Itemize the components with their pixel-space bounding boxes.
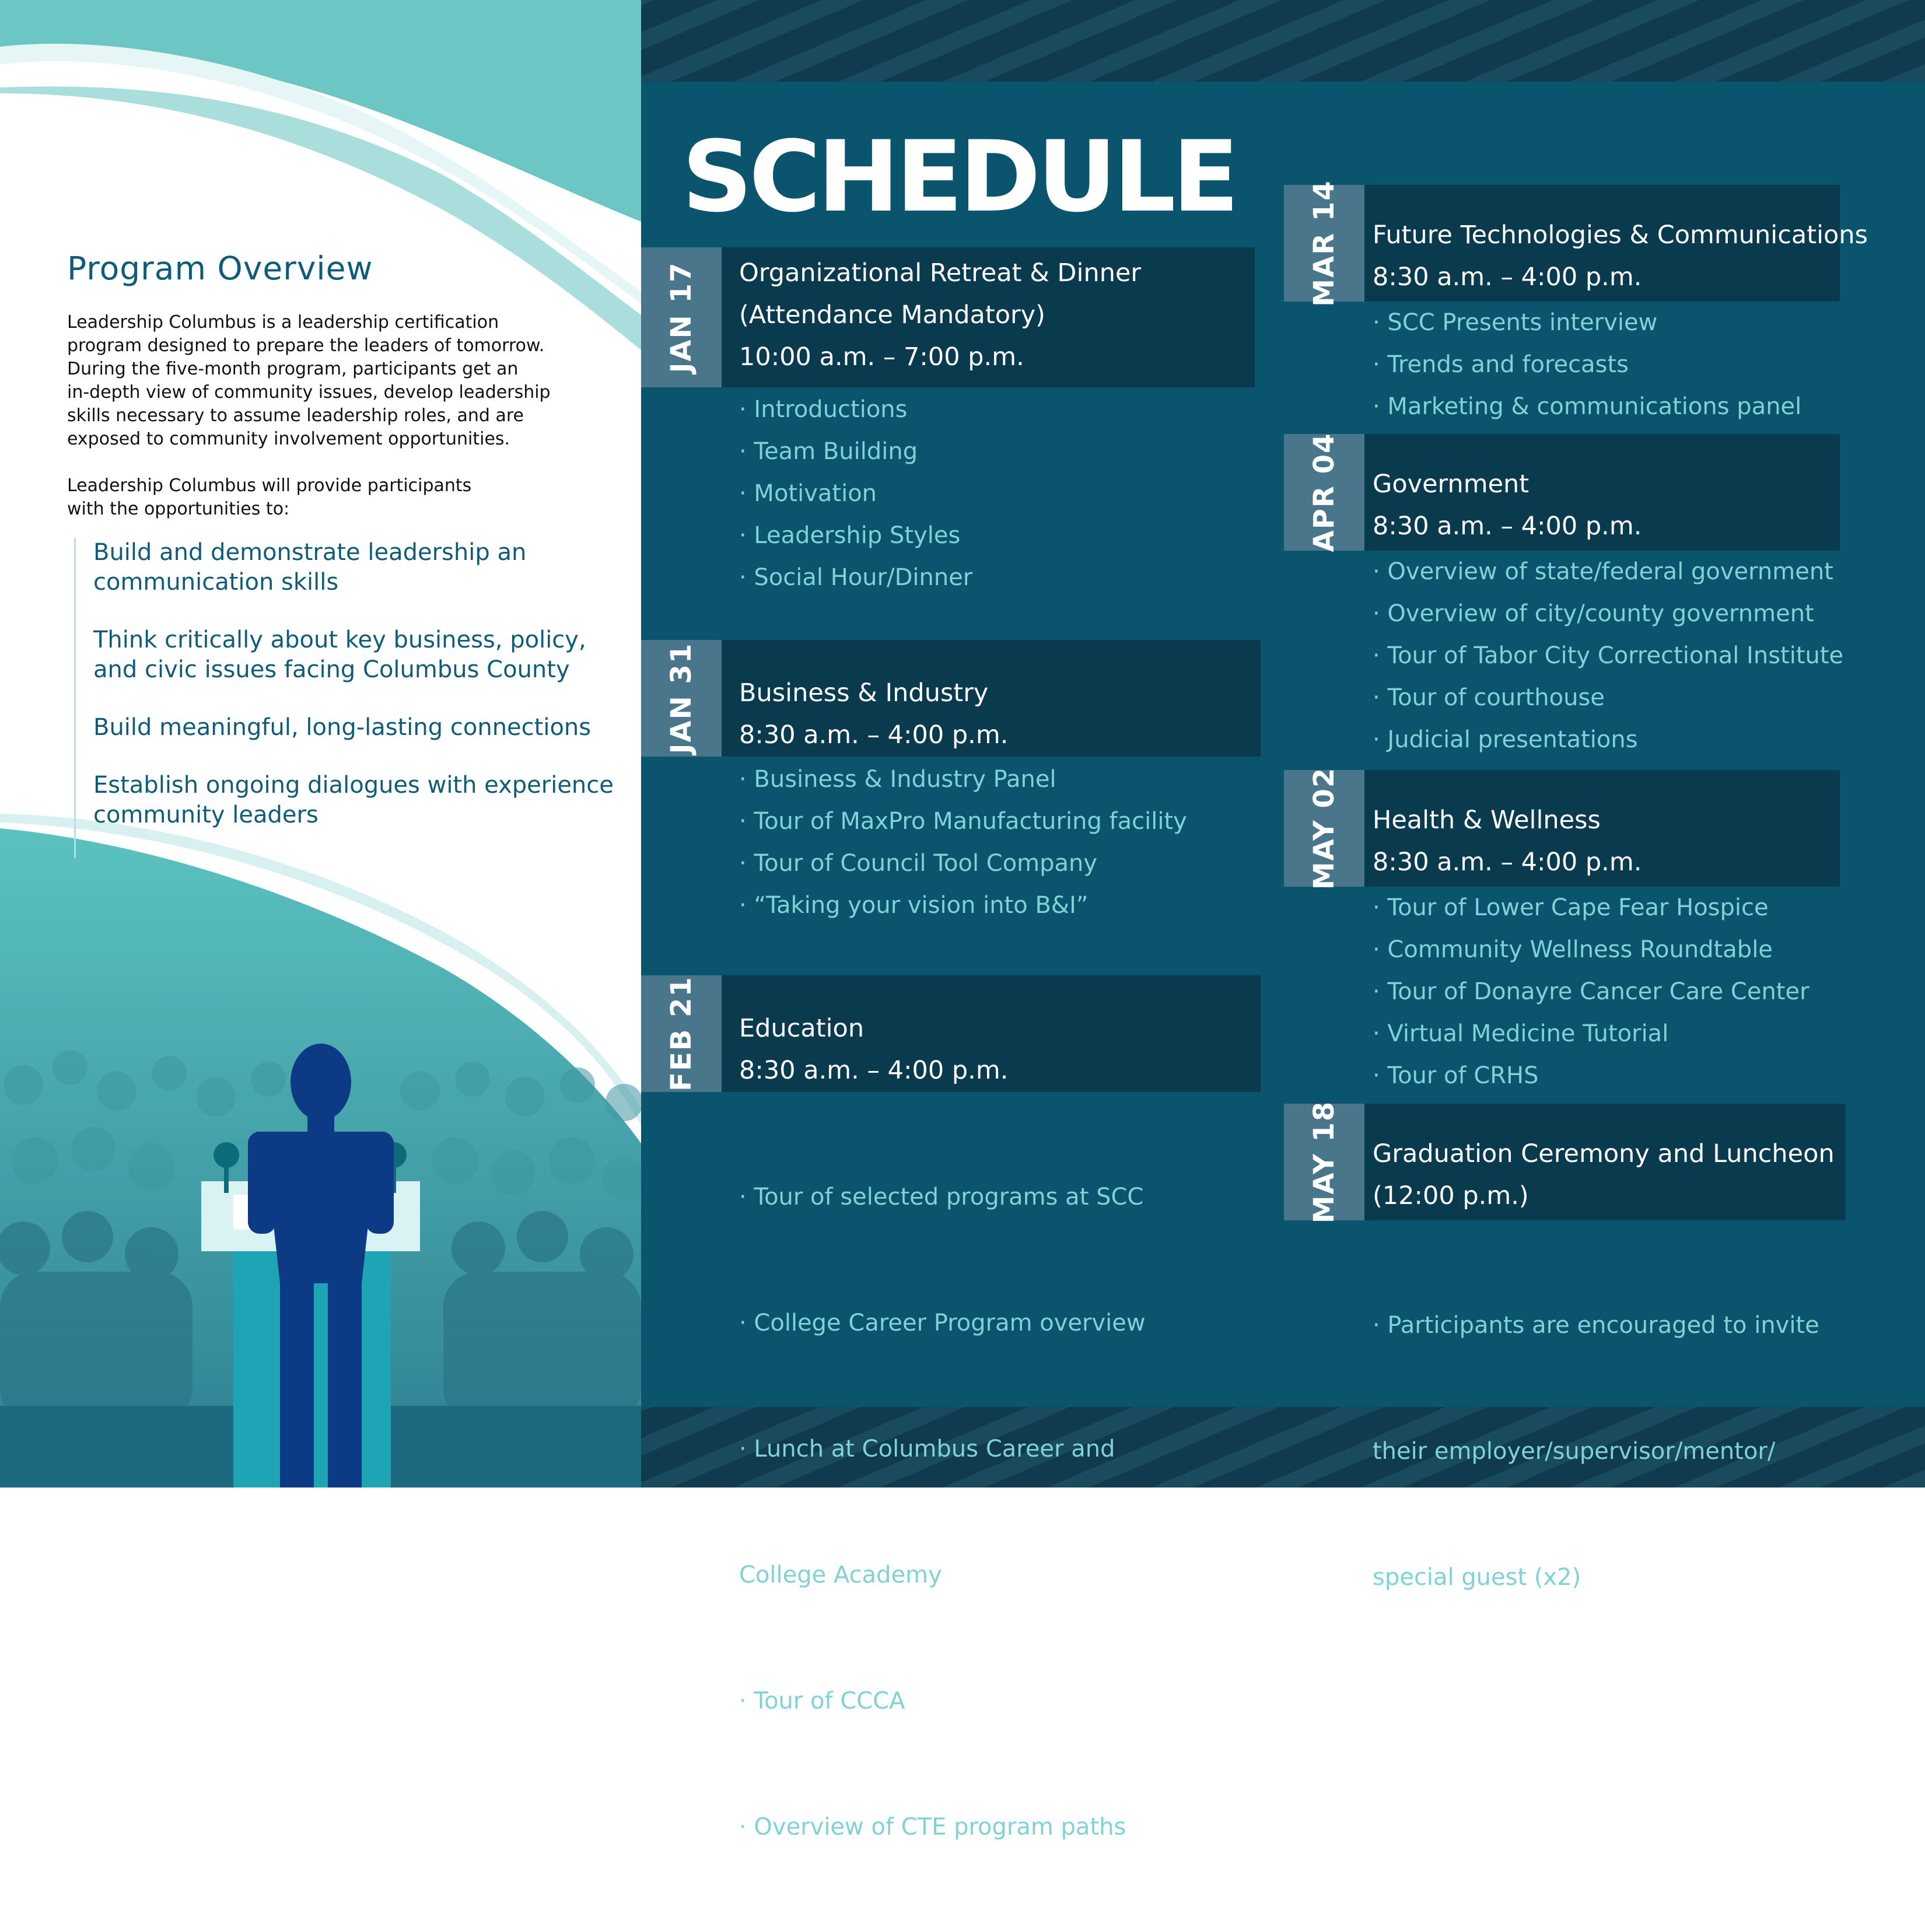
event-date-tab bbox=[1284, 1100, 1364, 1224]
event-date-tab bbox=[641, 640, 722, 757]
event-bullet: · Leadership Styles bbox=[739, 522, 961, 549]
event-bullets bbox=[1373, 551, 1843, 761]
event-date: JAN 31 bbox=[665, 642, 698, 754]
event-bullets bbox=[739, 388, 972, 598]
event-bullet: · Tour of Donayre Cancer Care Center bbox=[1373, 978, 1810, 1005]
event-bullets bbox=[739, 1092, 1146, 1932]
event-bullet: · Marketing & communications panel bbox=[1373, 393, 1802, 420]
event-bullet: · Participants are encouraged to invite bbox=[1373, 1312, 1819, 1339]
event-title: Business & Industry bbox=[739, 678, 989, 708]
event-bullets bbox=[1373, 302, 1801, 428]
benefits-list bbox=[74, 538, 618, 858]
overview-body-line: program designed to prepare the leaders of tomorrow. bbox=[67, 335, 545, 356]
benefit-line: Build meaningful, long-lasting connections bbox=[93, 714, 592, 741]
overview-body bbox=[67, 311, 580, 451]
top-stripe-band bbox=[641, 0, 1925, 82]
event-date-tab bbox=[1284, 766, 1364, 890]
benefit-item bbox=[93, 625, 618, 685]
event-bullet: · SCC Presents interview bbox=[1373, 309, 1658, 336]
event-bullet: · Trends and forecasts bbox=[1373, 351, 1629, 378]
benefit-line: Think critically about key business, policy, bbox=[93, 626, 586, 653]
event-date: MAR 14 bbox=[1308, 180, 1340, 307]
overview-body-line: exposed to community involvement opportunities. bbox=[67, 429, 510, 449]
benefit-line: community leaders bbox=[93, 802, 318, 828]
event-date: JAN 17 bbox=[665, 261, 698, 373]
event-bullet: · Motivation bbox=[739, 480, 877, 507]
event-header bbox=[1364, 770, 1840, 887]
event-title: Graduation Ceremony and Luncheon bbox=[1373, 1139, 1835, 1168]
overview-intro-line: with the opportunities to: bbox=[67, 499, 290, 519]
event-date: APR 04 bbox=[1308, 432, 1340, 552]
event-bullet: · Introductions bbox=[739, 396, 908, 423]
event-bullet: · Judicial presentations bbox=[1373, 726, 1638, 753]
event-time: 8:30 a.m. – 4:00 p.m. bbox=[739, 720, 1009, 750]
event-bullet: · Overview of city/county government bbox=[1373, 600, 1814, 627]
benefit-line: Build and demonstrate leadership an bbox=[93, 539, 527, 566]
event-bullet: · Tour of Council Tool Company bbox=[739, 850, 1098, 877]
event-title: Government bbox=[1373, 470, 1530, 499]
benefit-item bbox=[93, 713, 618, 743]
event-time: 10:00 a.m. – 7:00 p.m. bbox=[739, 342, 1024, 372]
event-title: Education bbox=[739, 1014, 864, 1043]
event-title: Health & Wellness bbox=[1373, 806, 1601, 835]
event-title: Organizational Retreat & Dinner bbox=[739, 258, 1142, 288]
benefit-item bbox=[93, 538, 618, 597]
event-bullet: · Business & Industry Panel bbox=[739, 766, 1056, 793]
event-bullet: · Tour of CCCA bbox=[739, 1688, 905, 1714]
benefit-line: communication skills bbox=[93, 569, 339, 596]
event-date-tab bbox=[641, 975, 722, 1092]
event-time: 8:30 a.m. – 4:00 p.m. bbox=[739, 1056, 1009, 1085]
event-bullet: · College Career Program overview bbox=[739, 1310, 1146, 1336]
event-date-tab bbox=[1284, 434, 1364, 551]
event-date-tab bbox=[1284, 180, 1364, 307]
event-bullet: · Team Building bbox=[739, 438, 918, 465]
event-header bbox=[722, 640, 1261, 757]
event-bullet: · Tour of MaxPro Manufacturing facility bbox=[739, 808, 1187, 835]
event-bullet: · Lunch at Columbus Career and bbox=[739, 1436, 1115, 1462]
schedule-title: SCHEDULE bbox=[682, 120, 1236, 234]
event-bullet: · Tour of selected programs at SCC bbox=[739, 1184, 1144, 1210]
overview-intro-line: Leadership Columbus will provide participants bbox=[67, 475, 472, 496]
event-time: 8:30 a.m. – 4:00 p.m. bbox=[1373, 512, 1642, 541]
event-header bbox=[1364, 434, 1840, 551]
event-date: MAY 02 bbox=[1308, 766, 1340, 890]
event-title: Future Technologies & Communications bbox=[1373, 220, 1868, 250]
event-date: FEB 21 bbox=[665, 976, 698, 1091]
event-bullet: · Overview of CTE program paths bbox=[739, 1814, 1126, 1840]
overview-body-line: skills necessary to assume leadership roles, and are bbox=[67, 405, 524, 426]
event-bullet: special guest (x2) bbox=[1373, 1564, 1581, 1591]
event-bullets bbox=[739, 758, 1187, 926]
overview-title: Program Overview bbox=[67, 250, 373, 287]
event-time: 8:30 a.m. – 4:00 p.m. bbox=[1373, 262, 1642, 292]
event-bullet: · Tour of CRHS bbox=[1373, 1062, 1539, 1089]
overview-body-line: During the five-month program, participants get an bbox=[67, 359, 519, 379]
event-header bbox=[722, 247, 1255, 387]
event-time: (12:00 p.m.) bbox=[1373, 1181, 1529, 1210]
event-bullet: · Tour of Lower Cape Fear Hospice bbox=[1373, 894, 1769, 921]
overview-body-line: in-depth view of community issues, develop leadership bbox=[67, 382, 551, 402]
benefit-line: Establish ongoing dialogues with experience bbox=[93, 772, 614, 799]
event-bullet: · Tour of Tabor City Correctional Institute bbox=[1373, 642, 1844, 669]
event-bullet: · Virtual Medicine Tutorial bbox=[1373, 1020, 1669, 1047]
event-bullet: · Tour of courthouse bbox=[1373, 684, 1605, 711]
event-bullet: their employer/supervisor/mentor/ bbox=[1373, 1438, 1776, 1465]
overview-intro bbox=[67, 474, 580, 521]
event-bullets bbox=[1373, 1220, 1819, 1682]
event-bullet: · “Taking your vision into B&I” bbox=[739, 892, 1088, 919]
benefit-item bbox=[93, 771, 618, 830]
overview-body-line: Leadership Columbus is a leadership certification bbox=[67, 312, 499, 332]
event-bullet: · Social Hour/Dinner bbox=[739, 564, 973, 591]
overview-panel bbox=[0, 0, 641, 1488]
event-header bbox=[722, 975, 1261, 1092]
schedule-panel bbox=[641, 0, 1925, 1840]
event-time: 8:30 a.m. – 4:00 p.m. bbox=[1373, 848, 1642, 877]
event-date: MAY 18 bbox=[1308, 1100, 1340, 1224]
event-title-note: (Attendance Mandatory) bbox=[739, 300, 1045, 330]
event-date-tab bbox=[641, 247, 722, 387]
event-bullet: · Overview of state/federal government bbox=[1373, 558, 1833, 585]
event-bullet: · Community Wellness Roundtable bbox=[1373, 936, 1773, 963]
event-bullet: College Academy bbox=[739, 1562, 942, 1588]
benefit-line: and civic issues facing Columbus County bbox=[93, 656, 570, 683]
event-header bbox=[1364, 185, 1868, 302]
event-bullets bbox=[1373, 887, 1810, 1097]
event-header bbox=[1364, 1104, 1846, 1220]
